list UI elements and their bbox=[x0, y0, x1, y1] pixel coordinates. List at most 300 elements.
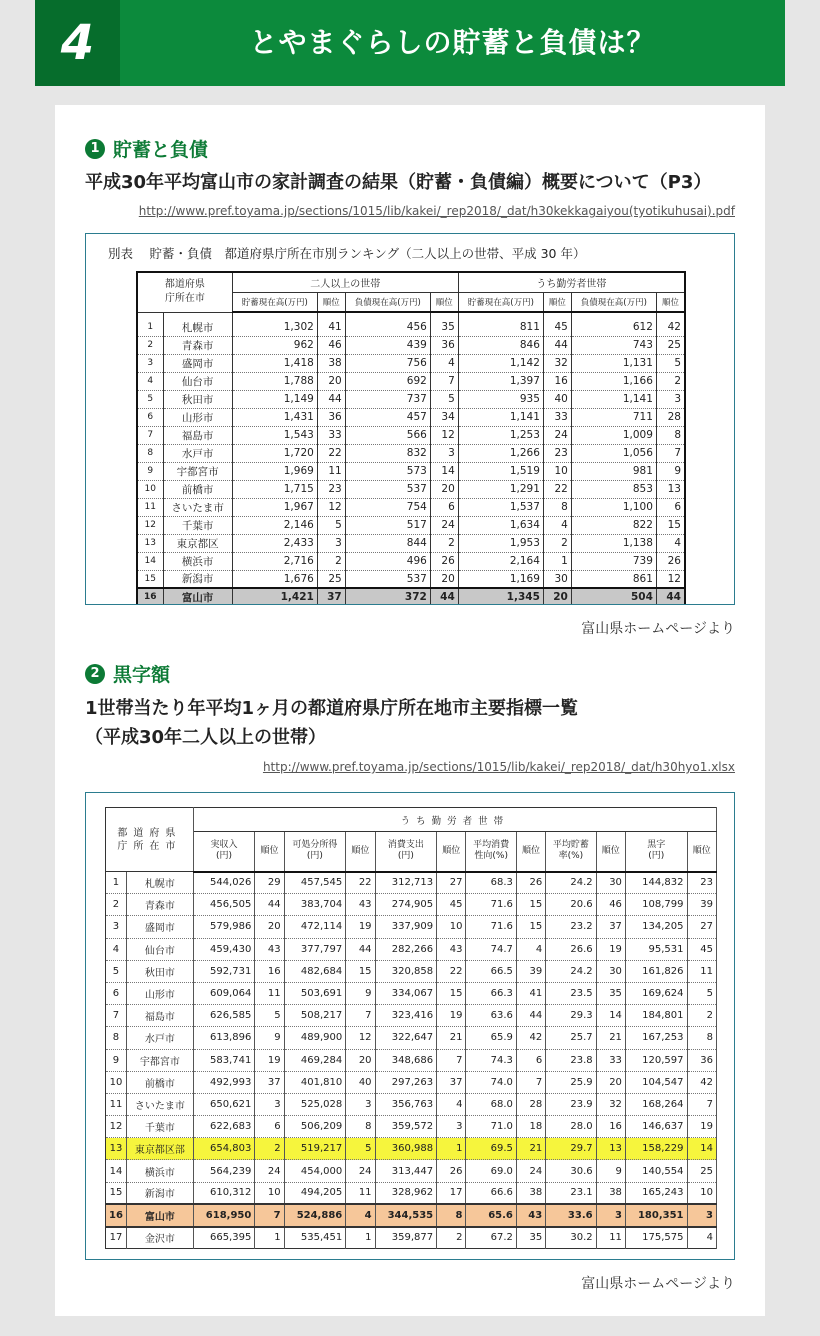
table-cell: 4 bbox=[687, 1227, 716, 1249]
table-cell: 11 bbox=[317, 462, 345, 480]
table-cell: 28.0 bbox=[546, 1116, 596, 1138]
table-cell: 175,575 bbox=[625, 1227, 687, 1249]
table-cell: 14 bbox=[596, 1005, 625, 1027]
table-cell: 68.3 bbox=[466, 872, 516, 894]
table-row-total bbox=[137, 588, 685, 605]
table-cell: 17 bbox=[106, 1227, 127, 1249]
table-cell: 2 bbox=[255, 1138, 284, 1160]
table-cell: 38 bbox=[317, 354, 345, 372]
table-cell: 26 bbox=[656, 552, 685, 570]
table1-col-header: 順位 bbox=[430, 292, 458, 312]
table-cell: 20 bbox=[430, 480, 458, 498]
table-cell: 千葉市 bbox=[126, 1116, 193, 1138]
table-cell: 44 bbox=[317, 390, 345, 408]
table-cell: 東京都区部 bbox=[126, 1138, 193, 1160]
table-cell: 1,345 bbox=[458, 588, 543, 605]
table-cell: 8 bbox=[656, 426, 685, 444]
table-cell: 25.9 bbox=[546, 1071, 596, 1093]
table-cell: 30 bbox=[596, 872, 625, 894]
table-cell: 469,284 bbox=[284, 1049, 346, 1071]
table-row bbox=[137, 312, 685, 336]
table-cell: さいたま市 bbox=[163, 498, 232, 516]
section1-url-link[interactable]: http://www.pref.toyama.jp/sections/1015/lib/kakei/_rep2018/_dat/h30kekkagaiyou(tyotikuhusai).pdf bbox=[138, 204, 735, 218]
table-cell: 宇都宮市 bbox=[126, 1049, 193, 1071]
table-cell: 8 bbox=[106, 1027, 127, 1049]
table-cell: 21 bbox=[437, 1027, 466, 1049]
table-cell: 3 bbox=[137, 354, 163, 372]
table-cell: 4 bbox=[516, 938, 545, 960]
table-cell: 19 bbox=[687, 1116, 716, 1138]
table-cell: さいたま市 bbox=[126, 1093, 193, 1115]
table2-col-header: 順位 bbox=[255, 832, 284, 872]
table-cell: 7 bbox=[430, 372, 458, 390]
table-cell: 496 bbox=[345, 552, 430, 570]
table-cell: 737 bbox=[345, 390, 430, 408]
table-cell: 494,205 bbox=[284, 1182, 346, 1204]
table-cell: 福島市 bbox=[163, 426, 232, 444]
table-cell: 44 bbox=[346, 938, 375, 960]
table-cell: 福島市 bbox=[126, 1005, 193, 1027]
table-cell: 1,291 bbox=[458, 480, 543, 498]
table-cell: 846 bbox=[458, 336, 543, 354]
page-header bbox=[35, 0, 785, 86]
table-cell: 3 bbox=[656, 390, 685, 408]
table-cell: 692 bbox=[345, 372, 430, 390]
table-cell: 5 bbox=[687, 982, 716, 1004]
table-cell: 743 bbox=[571, 336, 656, 354]
table-cell: 25.7 bbox=[546, 1027, 596, 1049]
table-cell: 5 bbox=[430, 390, 458, 408]
table-cell: 29 bbox=[255, 872, 284, 894]
table-cell: 8 bbox=[687, 1027, 716, 1049]
table-cell: 4 bbox=[430, 354, 458, 372]
table-cell: 962 bbox=[232, 336, 317, 354]
table-cell: 20 bbox=[317, 372, 345, 390]
table-cell: 822 bbox=[571, 516, 656, 534]
table-cell: 42 bbox=[656, 312, 685, 336]
table-cell: 74.0 bbox=[466, 1071, 516, 1093]
table-cell: 1,169 bbox=[458, 570, 543, 588]
table-cell: 39 bbox=[516, 960, 545, 982]
table-cell: 3 bbox=[317, 534, 345, 552]
table-cell: 水戸市 bbox=[163, 444, 232, 462]
table-cell: 140,554 bbox=[625, 1160, 687, 1182]
table-cell: 37 bbox=[317, 588, 345, 605]
table-cell: 12 bbox=[137, 516, 163, 534]
table-cell: 1,138 bbox=[571, 534, 656, 552]
table-cell: 457,545 bbox=[284, 872, 346, 894]
table-row bbox=[137, 534, 685, 552]
table-row bbox=[137, 462, 685, 480]
table-row bbox=[106, 1160, 717, 1182]
table-cell: 7 bbox=[255, 1204, 284, 1226]
table-cell: 20 bbox=[255, 916, 284, 938]
table-cell: 7 bbox=[516, 1071, 545, 1093]
table-cell: 横浜市 bbox=[126, 1160, 193, 1182]
table-cell: 33 bbox=[317, 426, 345, 444]
table-cell: 535,451 bbox=[284, 1227, 346, 1249]
table-cell: 30 bbox=[596, 960, 625, 982]
table-cell: 489,900 bbox=[284, 1027, 346, 1049]
table-cell: 14 bbox=[137, 552, 163, 570]
table2-col-header: 平均消費 性向(%) bbox=[466, 832, 516, 872]
table-cell: 1,953 bbox=[458, 534, 543, 552]
table-cell: 6 bbox=[516, 1049, 545, 1071]
table-cell: 3 bbox=[437, 1116, 466, 1138]
table-cell: 27 bbox=[687, 916, 716, 938]
table-cell: 592,731 bbox=[193, 960, 255, 982]
table-cell: 44 bbox=[656, 588, 685, 605]
table-cell: 30 bbox=[543, 570, 571, 588]
table-cell: 167,253 bbox=[625, 1027, 687, 1049]
table-cell: 504 bbox=[571, 588, 656, 605]
table-row bbox=[137, 354, 685, 372]
table-cell: 43 bbox=[516, 1204, 545, 1226]
table-cell: 322,647 bbox=[375, 1027, 437, 1049]
table-cell: 626,585 bbox=[193, 1005, 255, 1027]
table-row bbox=[137, 408, 685, 426]
table-cell: 43 bbox=[255, 938, 284, 960]
table-cell: 3 bbox=[596, 1204, 625, 1226]
table-cell: 71.0 bbox=[466, 1116, 516, 1138]
table-cell: 24.2 bbox=[546, 872, 596, 894]
table-cell: 42 bbox=[516, 1027, 545, 1049]
table-cell: 334,067 bbox=[375, 982, 437, 1004]
table-cell: 8 bbox=[543, 498, 571, 516]
table-cell: 東京都区 bbox=[163, 534, 232, 552]
table-cell: 23 bbox=[687, 872, 716, 894]
content-card bbox=[55, 105, 765, 1316]
table-cell: 27 bbox=[437, 872, 466, 894]
table-cell: 21 bbox=[516, 1138, 545, 1160]
table-cell: 1,519 bbox=[458, 462, 543, 480]
table-cell: 344,535 bbox=[375, 1204, 437, 1226]
table-cell: 46 bbox=[317, 336, 345, 354]
table-cell: 15 bbox=[437, 982, 466, 1004]
table-cell: 秋田市 bbox=[163, 390, 232, 408]
table-cell: 506,209 bbox=[284, 1116, 346, 1138]
table-row bbox=[106, 916, 717, 938]
table-cell: 7 bbox=[346, 1005, 375, 1027]
table-cell: 337,909 bbox=[375, 916, 437, 938]
table-cell: 42 bbox=[687, 1071, 716, 1093]
table-cell: 38 bbox=[596, 1182, 625, 1204]
table-cell: 9 bbox=[106, 1049, 127, 1071]
number-1-icon: 1 bbox=[85, 139, 105, 159]
table-cell: 457 bbox=[345, 408, 430, 426]
section1-heading-text: 貯蓄と負債 bbox=[113, 139, 209, 161]
table-cell: 盛岡市 bbox=[163, 354, 232, 372]
table-cell: 144,832 bbox=[625, 872, 687, 894]
table-cell: 1,969 bbox=[232, 462, 317, 480]
table-row bbox=[137, 516, 685, 534]
table-cell: 2,164 bbox=[458, 552, 543, 570]
table-cell: 2,433 bbox=[232, 534, 317, 552]
table-cell: 4 bbox=[346, 1204, 375, 1226]
table-cell: 30.2 bbox=[546, 1227, 596, 1249]
table-cell: 横浜市 bbox=[163, 552, 232, 570]
table-cell: 11 bbox=[687, 960, 716, 982]
table-cell: 739 bbox=[571, 552, 656, 570]
table-cell: 3 bbox=[106, 916, 127, 938]
table-cell: 1,142 bbox=[458, 354, 543, 372]
table-cell: 348,686 bbox=[375, 1049, 437, 1071]
table-cell: 2 bbox=[687, 1005, 716, 1027]
table-cell: 13 bbox=[596, 1138, 625, 1160]
table-cell: 23.8 bbox=[546, 1049, 596, 1071]
section2-url-link[interactable]: http://www.pref.toyama.jp/sections/1015/lib/kakei/_rep2018/_dat/h30hyo1.xlsx bbox=[262, 760, 735, 774]
table-cell: 377,797 bbox=[284, 938, 346, 960]
table-row bbox=[106, 1071, 717, 1093]
table2-col-header: 実収入 (円) bbox=[193, 832, 255, 872]
table-cell: 23 bbox=[317, 480, 345, 498]
table-cell: 16 bbox=[543, 372, 571, 390]
table-cell: 654,803 bbox=[193, 1138, 255, 1160]
table-cell: 40 bbox=[543, 390, 571, 408]
section1-source: 富山県ホームページより bbox=[581, 621, 735, 637]
table-cell: 665,395 bbox=[193, 1227, 255, 1249]
table-cell: 169,624 bbox=[625, 982, 687, 1004]
table-cell: 74.7 bbox=[466, 938, 516, 960]
table-cell: 525,028 bbox=[284, 1093, 346, 1115]
table-cell: 11 bbox=[346, 1182, 375, 1204]
table-row bbox=[137, 336, 685, 354]
table2-col-header: 順位 bbox=[596, 832, 625, 872]
table-cell: 15 bbox=[106, 1182, 127, 1204]
table-cell: 320,858 bbox=[375, 960, 437, 982]
table-row bbox=[106, 938, 717, 960]
table-cell: 9 bbox=[596, 1160, 625, 1182]
table-cell: 95,531 bbox=[625, 938, 687, 960]
table-cell: 6 bbox=[656, 498, 685, 516]
table-cell: 134,205 bbox=[625, 916, 687, 938]
table-cell: 579,986 bbox=[193, 916, 255, 938]
table-row bbox=[137, 444, 685, 462]
table-cell: 13 bbox=[137, 534, 163, 552]
table-cell: 札幌市 bbox=[126, 872, 193, 894]
table1-col-header: 負債現在高(万円) bbox=[571, 292, 656, 312]
table-row bbox=[106, 872, 717, 894]
table1-col-header: 貯蓄現在高(万円) bbox=[232, 292, 317, 312]
table-row bbox=[106, 1138, 717, 1160]
table-cell: 356,763 bbox=[375, 1093, 437, 1115]
table-cell: 544,026 bbox=[193, 872, 255, 894]
table-cell: 1 bbox=[255, 1227, 284, 1249]
table-cell: 5 bbox=[255, 1005, 284, 1027]
table-cell: 32 bbox=[543, 354, 571, 372]
table-cell: 566 bbox=[345, 426, 430, 444]
table-cell: 2 bbox=[656, 372, 685, 390]
table-cell: 2,716 bbox=[232, 552, 317, 570]
table-cell: 24.2 bbox=[546, 960, 596, 982]
table-cell: 33 bbox=[596, 1049, 625, 1071]
table-cell: 1 bbox=[106, 872, 127, 894]
table-cell: 44 bbox=[543, 336, 571, 354]
table-cell: 29.7 bbox=[546, 1138, 596, 1160]
table-cell: 23.9 bbox=[546, 1093, 596, 1115]
table-cell: 68.0 bbox=[466, 1093, 516, 1115]
table-cell: 29.3 bbox=[546, 1005, 596, 1027]
table-cell: 41 bbox=[317, 312, 345, 336]
table-cell: 844 bbox=[345, 534, 430, 552]
table-cell: 28 bbox=[656, 408, 685, 426]
table-cell: 33.6 bbox=[546, 1204, 596, 1226]
table2-col-header: 順位 bbox=[687, 832, 716, 872]
table-cell: 10 bbox=[255, 1182, 284, 1204]
table-cell: 41 bbox=[516, 982, 545, 1004]
table-cell: 1,009 bbox=[571, 426, 656, 444]
table-cell: 1 bbox=[137, 312, 163, 336]
table-cell: 1,100 bbox=[571, 498, 656, 516]
table-cell: 5 bbox=[346, 1138, 375, 1160]
table-cell: 45 bbox=[543, 312, 571, 336]
table-cell: 45 bbox=[687, 938, 716, 960]
table-cell: 20 bbox=[543, 588, 571, 605]
table-cell: 360,988 bbox=[375, 1138, 437, 1160]
table-cell: 6 bbox=[137, 408, 163, 426]
table-cell: 26 bbox=[437, 1160, 466, 1182]
table-cell: 4 bbox=[106, 938, 127, 960]
table2-col-header: 平均貯蓄 率(%) bbox=[546, 832, 596, 872]
table-cell: 26.6 bbox=[546, 938, 596, 960]
table-cell: 650,621 bbox=[193, 1093, 255, 1115]
table-row bbox=[106, 960, 717, 982]
table-cell: 74.3 bbox=[466, 1049, 516, 1071]
table-cell: 4 bbox=[543, 516, 571, 534]
table-cell: 861 bbox=[571, 570, 656, 588]
table-cell: 6 bbox=[106, 982, 127, 1004]
table-cell: 4 bbox=[437, 1093, 466, 1115]
table-cell: 9 bbox=[656, 462, 685, 480]
table-cell: 1,676 bbox=[232, 570, 317, 588]
table-cell: 108,799 bbox=[625, 894, 687, 916]
table-cell: 1 bbox=[543, 552, 571, 570]
table-cell: 3 bbox=[346, 1093, 375, 1115]
table-cell: 23.5 bbox=[546, 982, 596, 1004]
table-cell: 12 bbox=[656, 570, 685, 588]
table-cell: 8 bbox=[137, 444, 163, 462]
table-cell: 24 bbox=[516, 1160, 545, 1182]
table-cell: 19 bbox=[437, 1005, 466, 1027]
table-cell: 26 bbox=[430, 552, 458, 570]
table-cell: 2,146 bbox=[232, 516, 317, 534]
table-cell: 503,691 bbox=[284, 982, 346, 1004]
table-cell: 20 bbox=[430, 570, 458, 588]
table-cell: 583,741 bbox=[193, 1049, 255, 1071]
table-cell: 71.6 bbox=[466, 894, 516, 916]
table-cell: 23.2 bbox=[546, 916, 596, 938]
table-cell: 26 bbox=[516, 872, 545, 894]
table-cell: 12 bbox=[346, 1027, 375, 1049]
table-cell: 12 bbox=[106, 1116, 127, 1138]
table-cell: 22 bbox=[346, 872, 375, 894]
table-cell: 1,131 bbox=[571, 354, 656, 372]
table-cell: 71.6 bbox=[466, 916, 516, 938]
section2-heading bbox=[85, 660, 170, 687]
table-cell: 610,312 bbox=[193, 1182, 255, 1204]
table-cell: 7 bbox=[687, 1093, 716, 1115]
section2-subtitle-line2: （平成30年二人以上の世帯） bbox=[85, 727, 327, 748]
table-cell: 853 bbox=[571, 480, 656, 498]
table-cell: 754 bbox=[345, 498, 430, 516]
table-cell: 15 bbox=[516, 894, 545, 916]
table-cell: 24 bbox=[430, 516, 458, 534]
table-cell: 6 bbox=[430, 498, 458, 516]
table2-col-header: 可処分所得 (円) bbox=[284, 832, 346, 872]
table-row bbox=[137, 426, 685, 444]
table-cell: 65.9 bbox=[466, 1027, 516, 1049]
table-cell: 9 bbox=[255, 1027, 284, 1049]
household-indicators-table bbox=[105, 807, 717, 1249]
table-cell: 4 bbox=[656, 534, 685, 552]
table-row bbox=[106, 1005, 717, 1027]
table-cell: 1,788 bbox=[232, 372, 317, 390]
table-cell: 274,905 bbox=[375, 894, 437, 916]
table-cell: 13 bbox=[656, 480, 685, 498]
table-cell: 13 bbox=[106, 1138, 127, 1160]
table1-group1: 二人以上の世帯 bbox=[232, 272, 458, 292]
table-cell: 44 bbox=[516, 1005, 545, 1027]
table-row bbox=[106, 1093, 717, 1115]
table-cell: 34 bbox=[430, 408, 458, 426]
table-cell: 69.5 bbox=[466, 1138, 516, 1160]
table-cell: 1 bbox=[437, 1138, 466, 1160]
table-cell: 46 bbox=[596, 894, 625, 916]
table-cell: 1,266 bbox=[458, 444, 543, 462]
table-cell: 282,266 bbox=[375, 938, 437, 960]
table-cell: 24 bbox=[255, 1160, 284, 1182]
table-cell: 1,141 bbox=[458, 408, 543, 426]
table-cell: 508,217 bbox=[284, 1005, 346, 1027]
table-row bbox=[137, 372, 685, 390]
table-cell: 184,801 bbox=[625, 1005, 687, 1027]
table-cell: 613,896 bbox=[193, 1027, 255, 1049]
table1-col-header: 貯蓄現在高(万円) bbox=[458, 292, 543, 312]
table1-col-header: 順位 bbox=[543, 292, 571, 312]
table-cell: 401,810 bbox=[284, 1071, 346, 1093]
table-cell: 2 bbox=[430, 534, 458, 552]
table-cell: 23.1 bbox=[546, 1182, 596, 1204]
table-cell: 43 bbox=[346, 894, 375, 916]
table-cell: 21 bbox=[596, 1027, 625, 1049]
table-row bbox=[106, 1049, 717, 1071]
table2-col-header: 順位 bbox=[516, 832, 545, 872]
table-cell: 65.6 bbox=[466, 1204, 516, 1226]
table-cell: 492,993 bbox=[193, 1071, 255, 1093]
table1-group2: うち勤労者世帯 bbox=[458, 272, 685, 292]
table-cell: 63.6 bbox=[466, 1005, 516, 1027]
table-cell: 10 bbox=[137, 480, 163, 498]
table-cell: 456 bbox=[345, 312, 430, 336]
table-cell: 44 bbox=[255, 894, 284, 916]
table-cell: 104,547 bbox=[625, 1071, 687, 1093]
table-cell: 22 bbox=[543, 480, 571, 498]
table-cell: 水戸市 bbox=[126, 1027, 193, 1049]
table2-col-header: 順位 bbox=[346, 832, 375, 872]
table-cell: 山形市 bbox=[163, 408, 232, 426]
table-cell: 35 bbox=[430, 312, 458, 336]
table-cell: 2 bbox=[137, 336, 163, 354]
table-cell: 5 bbox=[656, 354, 685, 372]
table-cell: 37 bbox=[437, 1071, 466, 1093]
table-cell: 1,634 bbox=[458, 516, 543, 534]
section-number: 4 bbox=[35, 0, 120, 86]
table-cell: 8 bbox=[437, 1204, 466, 1226]
table-cell: 4 bbox=[137, 372, 163, 390]
table-cell: 30.6 bbox=[546, 1160, 596, 1182]
table-row bbox=[137, 570, 685, 588]
table-cell: 3 bbox=[430, 444, 458, 462]
